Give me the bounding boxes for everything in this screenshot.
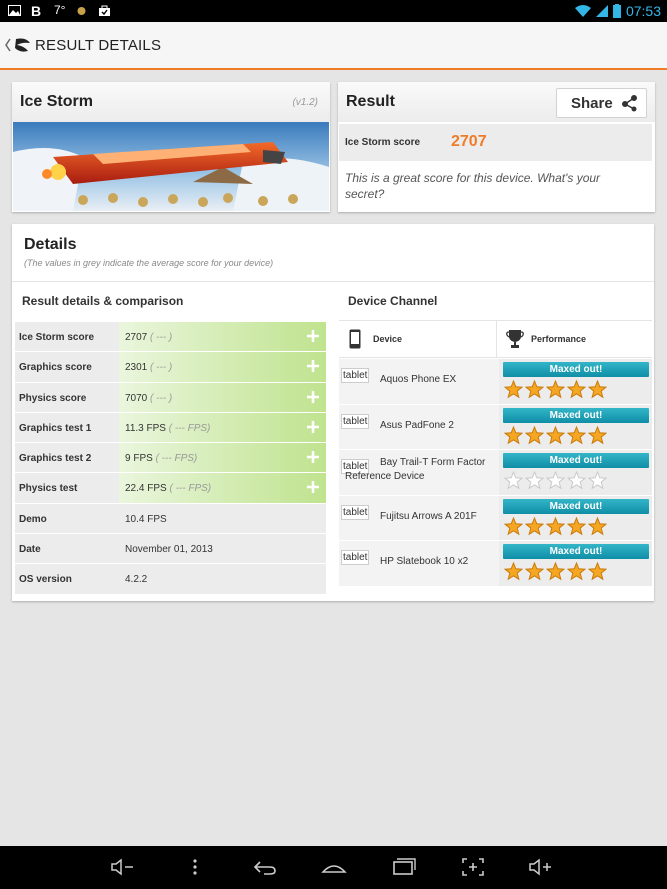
trophy-icon xyxy=(506,329,524,349)
result-row-value-cell xyxy=(119,504,326,533)
result-row-label: Graphics score xyxy=(19,362,92,374)
weather-temp: 7° xyxy=(54,3,66,17)
result-row-label: OS version xyxy=(19,574,72,586)
device-row[interactable] xyxy=(339,405,652,451)
score-label: Ice Storm score xyxy=(345,137,421,148)
share-button[interactable] xyxy=(556,88,647,118)
gallery-icon xyxy=(8,4,21,17)
screenshot-icon[interactable] xyxy=(460,856,486,878)
result-row-value-cell xyxy=(119,352,326,381)
result-row-average: ( --- ) xyxy=(150,392,173,404)
result-row-label: Physics test xyxy=(19,483,78,495)
share-label: Share xyxy=(571,94,613,112)
device-row[interactable] xyxy=(339,359,652,405)
star-filled-icon xyxy=(504,426,523,445)
result-row-value: 11.3 FPS xyxy=(125,422,166,434)
performance-stars xyxy=(504,471,607,490)
svg-text:B: B xyxy=(31,3,42,17)
star-filled-icon xyxy=(546,426,565,445)
result-row-value: 2707 xyxy=(125,332,148,343)
device-channel-list xyxy=(339,359,652,587)
result-card xyxy=(338,82,655,212)
navigation-bar xyxy=(0,846,667,889)
expand-plus-icon[interactable] xyxy=(306,390,320,404)
result-row[interactable] xyxy=(15,443,326,473)
result-row-value: 2301 xyxy=(125,362,148,374)
star-empty-icon xyxy=(504,471,523,490)
details-card xyxy=(12,224,654,601)
result-row[interactable] xyxy=(15,413,326,443)
details-subtitle: (The values in grey indicate the average score for your device) xyxy=(24,258,274,268)
performance-stars xyxy=(504,562,607,581)
result-row-value: 22.4 FPS xyxy=(125,483,167,495)
star-filled-icon xyxy=(525,562,544,581)
star-filled-icon xyxy=(525,517,544,536)
star-filled-icon xyxy=(504,517,523,536)
device-row[interactable] xyxy=(339,450,652,496)
expand-plus-icon[interactable] xyxy=(306,480,320,494)
result-title: Result xyxy=(346,93,395,110)
maxed-out-badge: Maxed out! xyxy=(503,408,649,423)
star-filled-icon xyxy=(567,380,586,399)
clock: 07:53 xyxy=(625,3,661,19)
result-row[interactable] xyxy=(15,473,326,503)
bag-icon xyxy=(98,4,111,17)
signal-icon xyxy=(596,4,608,18)
volume-down-icon[interactable] xyxy=(110,856,136,878)
result-row[interactable] xyxy=(15,352,326,382)
app-notification-icon xyxy=(75,4,88,17)
comparison-title: Result details & comparison xyxy=(22,294,184,308)
device-name: Aquos Phone EX xyxy=(380,374,457,385)
device-channel-title: Device Channel xyxy=(348,294,438,308)
result-row-value-cell xyxy=(119,322,326,351)
result-row-average: ( --- FPS) xyxy=(169,483,212,495)
result-row xyxy=(15,534,326,564)
blogger-icon xyxy=(31,4,44,17)
maxed-out-badge: Maxed out! xyxy=(503,453,649,468)
device-type-tag: tablet xyxy=(343,461,368,472)
star-filled-icon xyxy=(546,517,565,536)
device-type-tag: tablet xyxy=(343,370,368,381)
result-row-value: 9 FPS xyxy=(125,453,153,465)
back-logo-icon[interactable] xyxy=(4,33,32,57)
result-row-value: 4.2.2 xyxy=(125,574,148,586)
result-row-value-cell xyxy=(119,473,326,502)
result-row-average: ( --- FPS) xyxy=(168,422,211,434)
star-filled-icon xyxy=(567,517,586,536)
ice-storm-image xyxy=(13,122,329,211)
result-row-average: ( --- FPS) xyxy=(155,453,198,465)
result-row-value-cell xyxy=(119,413,326,442)
expand-plus-icon[interactable] xyxy=(306,359,320,373)
divider xyxy=(12,281,654,282)
result-row-label: Demo xyxy=(19,513,47,525)
device-row[interactable] xyxy=(339,541,652,587)
wifi-icon xyxy=(575,4,591,18)
star-filled-icon xyxy=(588,517,607,536)
maxed-out-badge: Maxed out! xyxy=(503,499,649,514)
page-title: RESULT DETAILS xyxy=(35,36,162,54)
menu-icon[interactable] xyxy=(182,856,208,878)
star-filled-icon xyxy=(525,380,544,399)
result-row[interactable] xyxy=(15,322,326,352)
star-filled-icon xyxy=(588,562,607,581)
expand-plus-icon[interactable] xyxy=(306,450,320,464)
back-icon[interactable] xyxy=(252,856,278,878)
performance-stars xyxy=(504,426,607,445)
star-filled-icon xyxy=(588,426,607,445)
result-row-value: November 01, 2013 xyxy=(125,544,213,556)
home-icon[interactable] xyxy=(321,856,347,878)
device-name: Fujitsu Arrows A 201F xyxy=(380,510,477,522)
star-filled-icon xyxy=(588,380,607,399)
details-title: Details xyxy=(24,236,77,253)
maxed-out-badge: Maxed out! xyxy=(503,544,649,559)
result-row-average: ( --- ) xyxy=(150,362,173,374)
result-row-label: Date xyxy=(19,544,41,556)
device-type-tag: tablet xyxy=(343,552,368,563)
result-row-value: 7070 xyxy=(125,392,148,404)
score-value: 2707 xyxy=(451,133,487,150)
maxed-out-badge: Maxed out! xyxy=(503,362,649,377)
result-row xyxy=(15,564,326,594)
share-icon xyxy=(621,94,639,112)
ice-storm-card[interactable] xyxy=(12,82,330,212)
result-row-label: Physics score xyxy=(19,392,87,404)
star-empty-icon xyxy=(567,471,586,490)
device-column-header: Device xyxy=(373,334,403,344)
result-message: This is a great score for this device. What's your secret? xyxy=(345,171,601,201)
result-row-label: Graphics test 2 xyxy=(19,453,92,465)
star-filled-icon xyxy=(546,562,565,581)
star-filled-icon xyxy=(546,380,565,399)
device-name: HP Slatebook 10 x2 xyxy=(380,556,469,567)
star-empty-icon xyxy=(546,471,565,490)
device-type-tag: tablet xyxy=(343,506,368,518)
result-row-value-cell xyxy=(119,534,326,563)
result-row-value-cell xyxy=(119,564,326,593)
recent-apps-icon[interactable] xyxy=(391,856,417,878)
star-filled-icon xyxy=(504,380,523,399)
result-row-value: 10.4 FPS xyxy=(125,513,167,525)
performance-column-header: Performance xyxy=(531,334,587,344)
star-filled-icon xyxy=(504,562,523,581)
star-filled-icon xyxy=(567,426,586,445)
star-filled-icon xyxy=(525,426,544,445)
result-row-label: Graphics test 1 xyxy=(19,422,92,434)
test-version: (v1.2) xyxy=(292,97,318,108)
expand-plus-icon[interactable] xyxy=(306,329,320,343)
result-row-average: ( --- ) xyxy=(150,332,173,343)
test-title: Ice Storm xyxy=(20,93,93,110)
device-channel-header xyxy=(339,320,652,358)
performance-stars xyxy=(504,517,607,536)
expand-plus-icon[interactable] xyxy=(306,420,320,434)
device-name: Asus PadFone 2 xyxy=(380,419,454,431)
action-bar xyxy=(0,22,667,70)
result-row-value-cell xyxy=(119,443,326,472)
phone-icon xyxy=(349,329,361,349)
device-row[interactable] xyxy=(339,496,652,542)
result-row xyxy=(15,504,326,534)
star-empty-icon xyxy=(588,471,607,490)
volume-up-icon[interactable] xyxy=(528,856,554,878)
star-filled-icon xyxy=(567,562,586,581)
result-details-table xyxy=(15,322,326,595)
performance-stars xyxy=(504,380,607,399)
star-empty-icon xyxy=(525,471,544,490)
device-type-tag: tablet xyxy=(343,415,368,427)
battery-icon xyxy=(613,4,621,18)
result-row-label: Ice Storm score xyxy=(19,332,95,343)
score-row xyxy=(339,124,652,161)
device-name: Bay Trail-T Form Factor Reference Device xyxy=(345,457,486,482)
result-row-value-cell xyxy=(119,383,326,412)
status-bar xyxy=(0,0,667,22)
result-row[interactable] xyxy=(15,383,326,413)
